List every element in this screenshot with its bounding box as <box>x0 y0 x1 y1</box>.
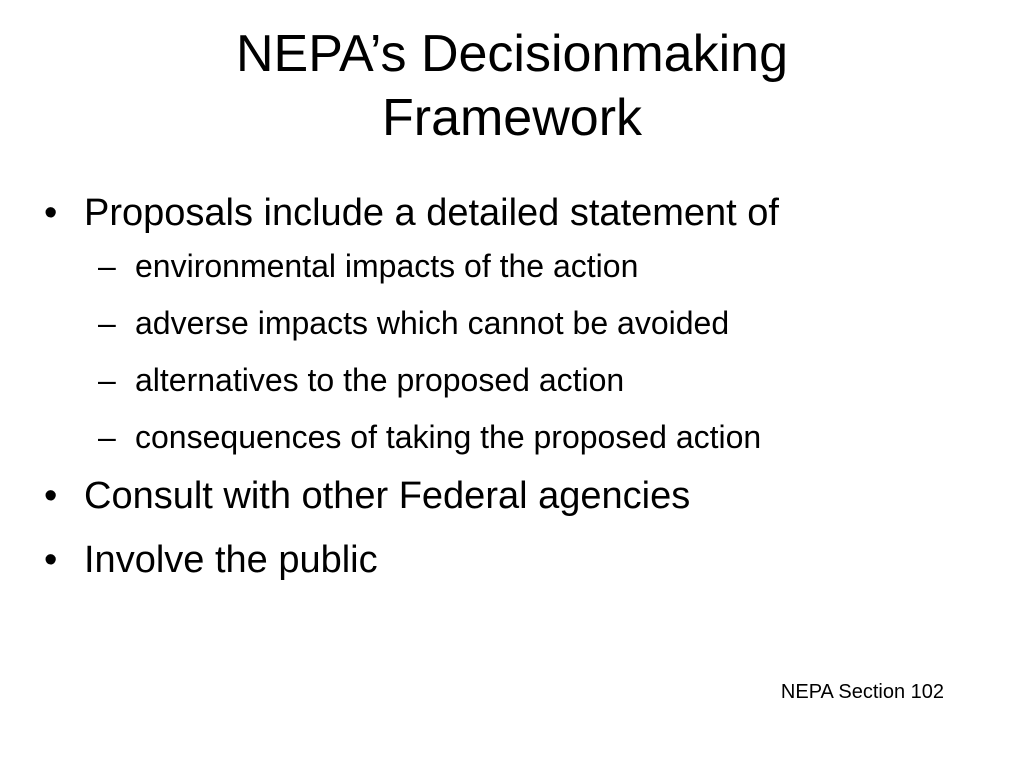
bullet-list <box>44 188 984 599</box>
dash-marker: – <box>98 362 116 398</box>
slide-title-line-1: NEPA’s Decisionmaking <box>236 25 788 83</box>
sub-bullet-item <box>98 417 984 457</box>
sub-bullet-item <box>98 303 984 343</box>
bullet-text: Consult with other Federal agencies <box>84 475 691 517</box>
bullet-marker: • <box>44 192 58 234</box>
sub-bullet-item <box>98 360 984 400</box>
slide-title-line-2: Framework <box>381 89 643 147</box>
bullet-item-proposals <box>44 188 984 457</box>
bullet-marker: • <box>44 539 58 581</box>
dash-marker: – <box>98 419 116 455</box>
slide-title <box>112 22 912 150</box>
bullet-item-involve <box>44 535 984 585</box>
sub-bullet-text: consequences of taking the proposed action <box>135 419 762 455</box>
bullet-item-consult <box>44 471 984 521</box>
bullet-text: Proposals include a detailed statement of <box>84 192 779 234</box>
sub-bullet-item <box>98 246 984 286</box>
bullet-marker: • <box>44 475 58 517</box>
dash-marker: – <box>98 248 116 284</box>
dash-marker: – <box>98 305 116 341</box>
sub-bullet-list <box>84 246 984 457</box>
slide-footer-reference: NEPA Section 102 <box>780 681 944 703</box>
bullet-text: Involve the public <box>84 539 378 581</box>
sub-bullet-text: adverse impacts which cannot be avoided <box>135 305 730 341</box>
sub-bullet-text: alternatives to the proposed action <box>135 362 625 398</box>
sub-bullet-text: environmental impacts of the action <box>135 248 639 284</box>
